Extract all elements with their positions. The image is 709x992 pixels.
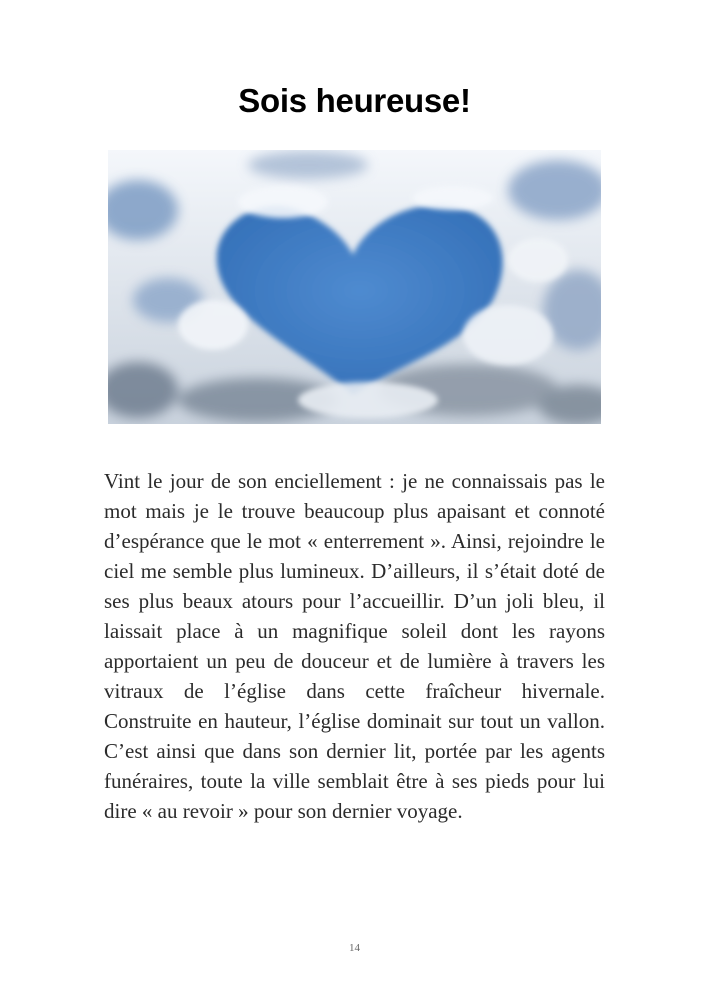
body-paragraph: Vint le jour de son enciellement : je ne connaissais pas le mot mais je le trouve beaucoup plus apaisant et connoté d’espérance que le mot « enterrement ». Ainsi, rejoindre le ciel me semble plus lumineux. D’ailleurs, il s’était doté de ses plus beaux atours pour l’accueillir. D’un joli bleu, il laissait place à un magnifique soleil dont les rayons apportaient un peu de douceur et de lumière à travers les vitraux de l’église dans cette fraîcheur hivernale. Construite en hauteur, l’église dominait sur tout un vallon. C’est ainsi que dans son dernier lit, portée par les agents funéraires, toute la ville semblait être à ses pieds pour lui dire « au revoir » pour son dernier voyage.: [104, 469, 605, 823]
page-title: Sois heureuse!: [238, 82, 471, 119]
heart-sky-photo: [108, 150, 601, 424]
page-number: 14: [349, 942, 360, 954]
